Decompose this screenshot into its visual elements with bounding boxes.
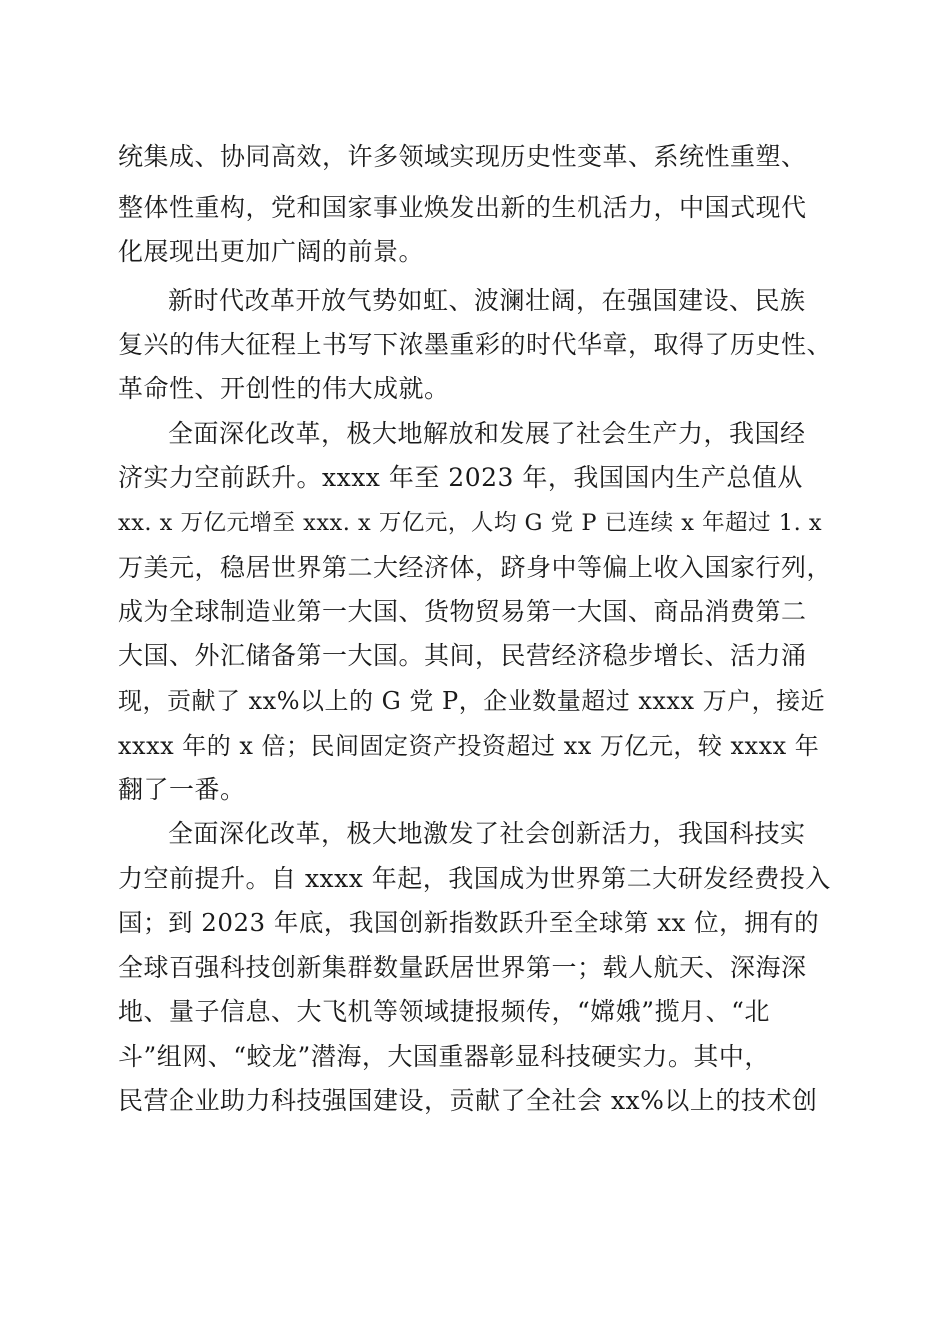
paragraph-4-line-4: 全球百强科技创新集群数量跃居世界第一；载人航天、深海深	[118, 953, 807, 982]
paragraph-1-line-3: 化展现出更加广阔的前景。	[118, 237, 425, 266]
paragraph-4-line-1: 全面深化改革，极大地激发了社会创新活力，我国科技实	[168, 819, 806, 848]
paragraph-3-line-8: xxxx 年的 x 倍；民间固定资产投资超过 xx 万亿元，较 xxxx 年	[118, 732, 820, 760]
paragraph-4-line-5: 地、量子信息、大飞机等领域捷报频传，“嫦娥”揽月、“北	[118, 997, 770, 1026]
paragraph-4-line-6: 斗”组网、“蛟龙”潜海，大国重器彰显科技硬实力。其中，	[118, 1042, 770, 1071]
paragraph-1-line-2: 整体性重构，党和国家事业焕发出新的生机活力，中国式现代	[118, 193, 807, 222]
paragraph-4-line-7: 民营企业助力科技强国建设，贡献了全社会 xx%以上的技术创	[118, 1086, 818, 1115]
paragraph-2-line-2: 复兴的伟大征程上书写下浓墨重彩的时代华章，取得了历史性、	[118, 330, 833, 359]
paragraph-3-line-2: 济实力空前跃升。xxxx 年至 2023 年，我国国内生产总值从	[118, 463, 803, 492]
paragraph-2-line-1: 新时代改革开放气势如虹、波澜壮阔，在强国建设、民族	[168, 286, 806, 315]
paragraph-3-line-7: 现，贡献了 xx%以上的 G 党 P，企业数量超过 xxxx 万户，接近	[118, 687, 826, 715]
paragraph-2-line-3: 革命性、开创性的伟大成就。	[118, 374, 450, 403]
paragraph-4-line-2: 力空前提升。自 xxxx 年起，我国成为世界第二大研发经费投入	[118, 864, 831, 893]
paragraph-4-line-3: 国；到 2023 年底，我国创新指数跃升至全球第 xx 位，拥有的	[118, 908, 820, 937]
paragraph-3-line-6: 大国、外汇储备第一大国。其间，民营经济稳步增长、活力涌	[118, 641, 807, 670]
paragraph-3-line-5: 成为全球制造业第一大国、货物贸易第一大国、商品消费第二	[118, 597, 807, 626]
paragraph-3-line-9: 翻了一番。	[118, 775, 246, 804]
paragraph-3-line-4: 万美元，稳居世界第二大经济体，跻身中等偏上收入国家行列，	[118, 553, 833, 582]
paragraph-3-line-1: 全面深化改革，极大地解放和发展了社会生产力，我国经	[168, 419, 806, 448]
paragraph-1-line-1: 统集成、协同高效，许多领域实现历史性变革、系统性重塑、	[118, 142, 807, 171]
paragraph-3-line-3: xx. x 万亿元增至 xxx. x 万亿元，人均 G 党 P 已连续 x 年超过 1. x	[118, 510, 823, 536]
